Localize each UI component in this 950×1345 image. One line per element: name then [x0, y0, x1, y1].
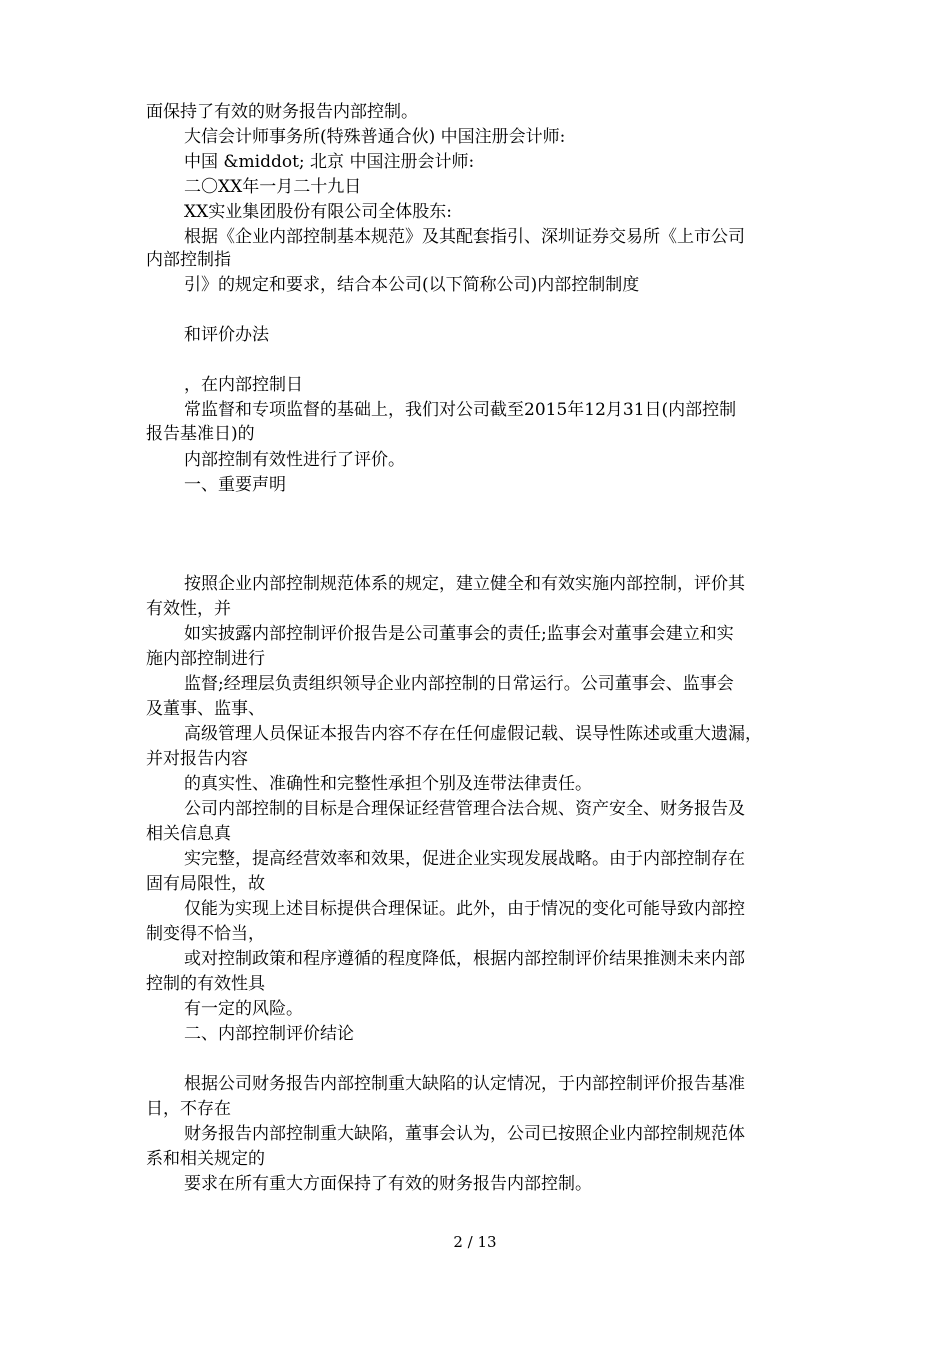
- text-line: 监督;经理层负责组织领导企业内部控制的日常运行。公司董事会、监事会: [184, 674, 734, 694]
- text-line: 及董事、监事、: [146, 699, 265, 719]
- text-line: 二〇XX年一月二十九日: [184, 177, 362, 197]
- text-line: 有一定的风险。: [184, 999, 303, 1019]
- text-line: 常监督和专项监督的基础上，我们对公司截至2015年12月31日(内部控制: [184, 400, 737, 420]
- text-line: 按照企业内部控制规范体系的规定，建立健全和有效实施内部控制，评价其: [184, 574, 745, 594]
- text-line: 高级管理人员保证本报告内容不存在任何虚假记载、误导性陈述或重大遗漏，: [184, 724, 762, 744]
- text-line: XX实业集团股份有限公司全体股东:: [184, 202, 452, 222]
- text-line: 如实披露内部控制评价报告是公司董事会的责任;监事会对董事会建立和实: [184, 624, 734, 644]
- text-line: 中国 &middot; 北京 中国注册会计师:: [184, 152, 475, 172]
- text-line: 控制的有效性具: [146, 974, 265, 994]
- text-line: 内部控制指: [146, 250, 231, 270]
- text-line: 制变得不恰当，: [146, 924, 265, 944]
- text-line: 系和相关规定的: [146, 1149, 265, 1169]
- text-line: ，在内部控制日: [184, 375, 303, 395]
- text-line: 报告基准日)的: [146, 424, 255, 444]
- text-line: 或对控制政策和程序遵循的程度降低，根据内部控制评价结果推测未来内部: [184, 949, 745, 969]
- text-line: 固有局限性，故: [146, 874, 265, 894]
- text-line: 财务报告内部控制重大缺陷，董事会认为，公司已按照企业内部控制规范体: [184, 1124, 745, 1144]
- text-line: 施内部控制进行: [146, 649, 265, 669]
- text-line: 根据《企业内部控制基本规范》及其配套指引、深圳证券交易所《上市公司: [184, 227, 745, 247]
- text-line: 相关信息真: [146, 824, 231, 844]
- page-number: 2 / 13: [453, 1233, 497, 1251]
- text-line: 仅能为实现上述目标提供合理保证。此外，由于情况的变化可能导致内部控: [184, 899, 745, 919]
- text-line: 引》的规定和要求，结合本公司(以下简称公司)内部控制制度: [184, 275, 640, 295]
- text-line: 公司内部控制的目标是合理保证经营管理合法合规、资产安全、财务报告及: [184, 799, 745, 819]
- text-line: 要求在所有重大方面保持了有效的财务报告内部控制。: [184, 1174, 592, 1194]
- text-line: 大信会计师事务所(特殊普通合伙) 中国注册会计师:: [184, 127, 566, 147]
- text-line: 和评价办法: [184, 325, 269, 345]
- text-line: 的真实性、准确性和完整性承担个别及连带法律责任。: [184, 774, 592, 794]
- text-line: 面保持了有效的财务报告内部控制。: [146, 102, 418, 122]
- text-line: 根据公司财务报告内部控制重大缺陷的认定情况，于内部控制评价报告基准: [184, 1074, 745, 1094]
- text-line: 并对报告内容: [146, 749, 248, 769]
- section-heading: 一、重要声明: [184, 475, 286, 495]
- text-line: 内部控制有效性进行了评价。: [184, 450, 405, 470]
- text-line: 有效性，并: [146, 599, 231, 619]
- text-line: 实完整，提高经营效率和效果，促进企业实现发展战略。由于内部控制存在: [184, 849, 745, 869]
- text-line: 日，不存在: [146, 1099, 231, 1119]
- section-heading: 二、内部控制评价结论: [184, 1024, 354, 1044]
